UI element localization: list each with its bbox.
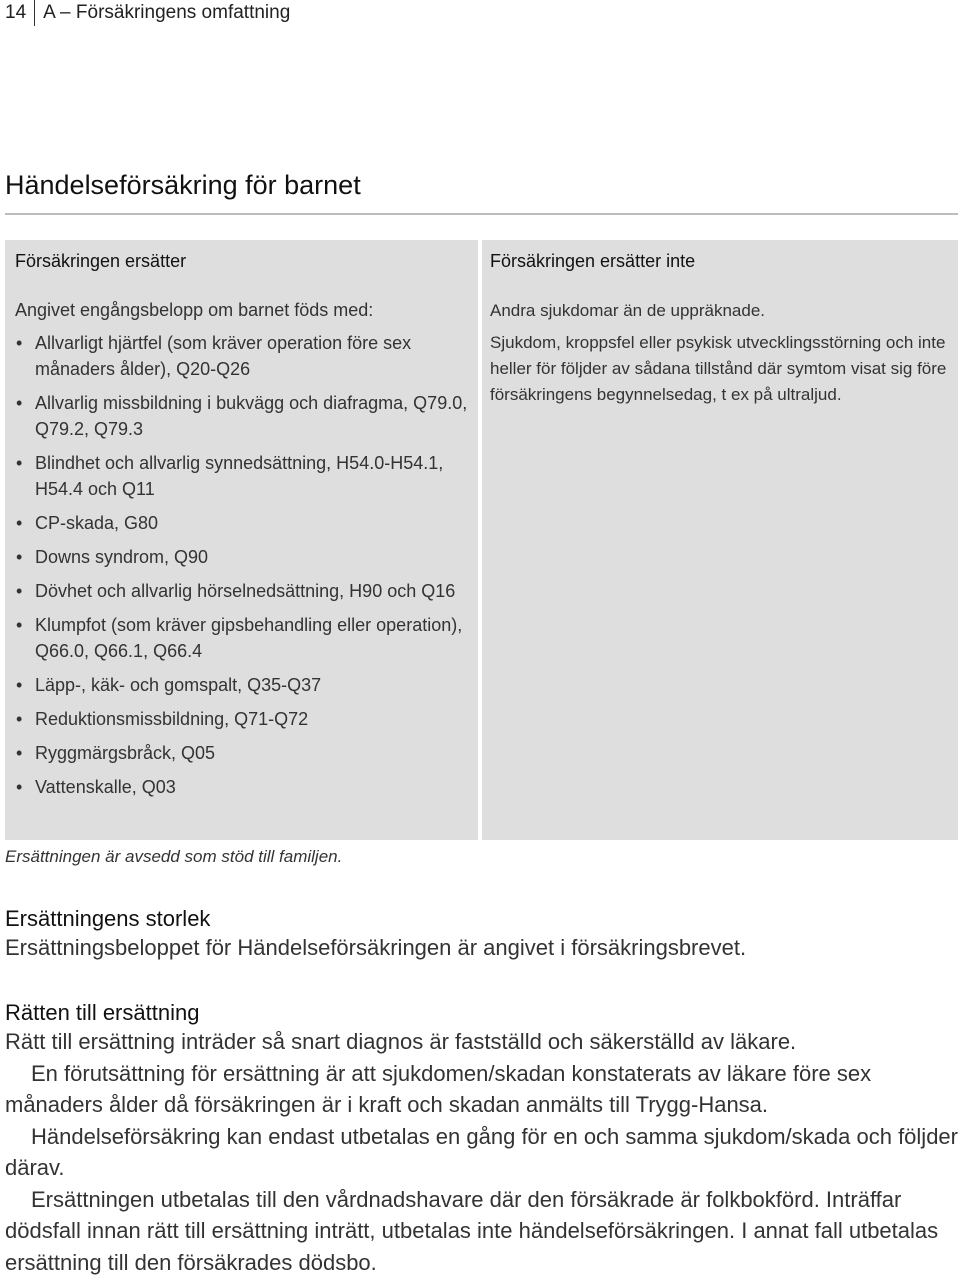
list-item: • Allvarligt hjärtfel (som kräver operation före sex månaders ålder), Q20-Q26 bbox=[15, 330, 468, 382]
right-to-compensation-heading: Rätten till ersättning bbox=[5, 1000, 200, 1025]
support-note: Ersättningen är avsedd som stöd till familjen. bbox=[5, 847, 343, 866]
bullet-icon: • bbox=[16, 547, 23, 567]
header-section: A – Försäkringens omfattning bbox=[43, 2, 291, 23]
covered-header: Försäkringen ersätter bbox=[15, 251, 187, 271]
bullet-icon: • bbox=[16, 615, 23, 635]
compensation-amount-section bbox=[5, 906, 958, 964]
list-item: • Reduktionsmissbildning, Q71-Q72 bbox=[15, 706, 468, 732]
coverage-table bbox=[5, 240, 958, 840]
bullet-icon: • bbox=[16, 453, 23, 473]
list-item: • Vattenskalle, Q03 bbox=[15, 774, 468, 800]
covered-intro: Angivet engångsbelopp om barnet föds med: bbox=[15, 300, 374, 320]
list-item: • Dövhet och allvarlig hörselnedsättning, H90 och Q16 bbox=[15, 578, 468, 604]
bullet-icon: • bbox=[16, 777, 23, 797]
bullet-icon: • bbox=[16, 393, 23, 413]
right-to-compensation-section bbox=[5, 1000, 958, 1278]
paragraph: Händelseförsäkring kan endast utbetalas en gång för en och samma sjukdom/skada och följder därav. bbox=[5, 1123, 958, 1180]
list-item: • Blindhet och allvarlig synnedsättning, H54.0-H54.1, H54.4 och Q11 bbox=[15, 450, 468, 502]
page-title: Händelseförsäkring för barnet bbox=[5, 170, 361, 200]
list-item: • CP-skada, G80 bbox=[15, 510, 468, 536]
bullet-icon: • bbox=[16, 743, 23, 763]
header-divider bbox=[34, 0, 35, 26]
paragraph: Rätt till ersättning inträder så snart diagnos är fastställd och säkerställd av läkare. bbox=[5, 1029, 797, 1054]
list-item: • Allvarlig missbildning i bukvägg och diafragma, Q79.0, Q79.2, Q79.3 bbox=[15, 390, 468, 442]
not-covered-header: Försäkringen ersätter inte bbox=[490, 251, 696, 271]
not-covered-text-2: Sjukdom, kroppsfel eller psykisk utvecklingsstörning och inte heller för följder av sådana tillstånd där symtom visat sig före försäkringens begynnelsedag, t ex på ultraljud. bbox=[490, 333, 947, 404]
covered-list bbox=[15, 330, 468, 800]
list-item: • Ryggmärgsbråck, Q05 bbox=[15, 740, 468, 766]
list-item: • Klumpfot (som kräver gipsbehandling eller operation), Q66.0, Q66.1, Q66.4 bbox=[15, 612, 468, 664]
covered-column bbox=[5, 240, 478, 840]
page-header bbox=[5, 0, 290, 26]
bullet-icon: • bbox=[16, 333, 23, 353]
paragraph: En förutsättning för ersättning är att sjukdomen/skadan konstaterats av läkare före sex månaders ålder då försäkringen är i kraft och skadan anmälts till Trygg-Hansa. bbox=[5, 1060, 872, 1117]
page-number: 14 bbox=[5, 2, 27, 23]
list-item: • Downs syndrom, Q90 bbox=[15, 544, 468, 570]
compensation-amount-heading: Ersättningens storlek bbox=[5, 906, 211, 931]
bullet-icon: • bbox=[16, 581, 23, 601]
paragraph: Ersättningen utbetalas till den vårdnadshavare där den försäkrade är folkbokförd. Inträffar dödsfall innan rätt till ersättning inträtt, utbetalas inte händelseförsäkringen. I annat fall utbetalas ersättning till den försäkrades dödsbo. bbox=[5, 1186, 939, 1275]
bullet-icon: • bbox=[16, 675, 23, 695]
not-covered-text-1: Andra sjukdomar än de uppräknade. bbox=[490, 301, 766, 320]
compensation-amount-text: Ersättningsbeloppet för Händelseförsäkringen är angivet i försäkringsbrevet. bbox=[5, 935, 747, 960]
bullet-icon: • bbox=[16, 709, 23, 729]
title-divider bbox=[5, 213, 958, 215]
not-covered-column bbox=[482, 240, 958, 840]
list-item: • Läpp-, käk- och gomspalt, Q35-Q37 bbox=[15, 672, 468, 698]
bullet-icon: • bbox=[16, 513, 23, 533]
